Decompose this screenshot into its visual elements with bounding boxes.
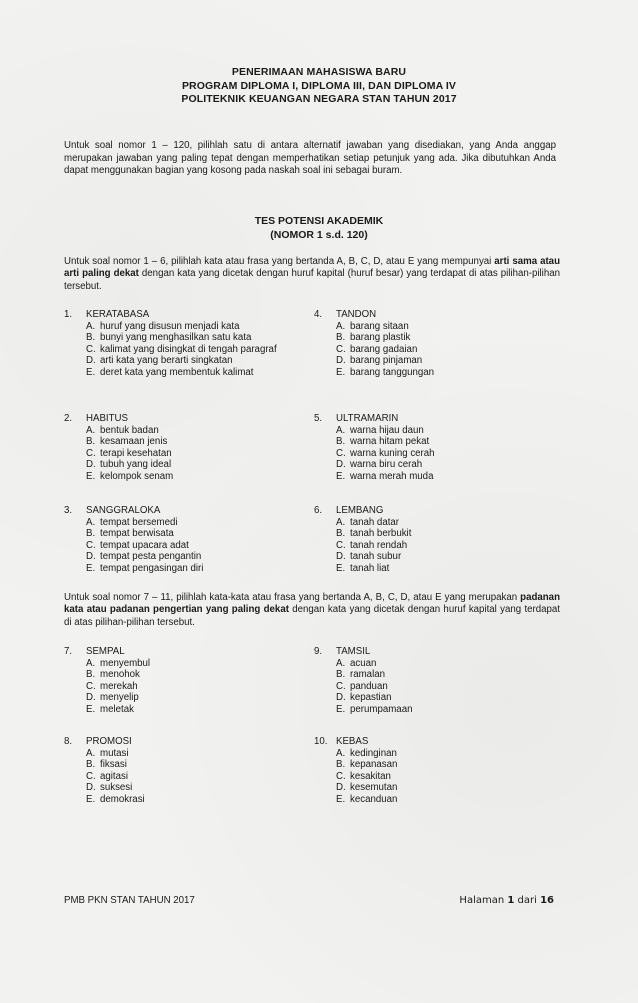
option-item (86, 551, 284, 563)
option-text: deret kata yang membentuk kalimat (100, 366, 254, 378)
section-title-line-2: (NOMOR 1 s.d. 120) (270, 228, 368, 241)
option-text: arti kata yang berarti singkatan (100, 355, 233, 367)
question-9 (314, 646, 514, 716)
page-number (459, 895, 554, 906)
option-item (86, 425, 284, 437)
option-text: bunyi yang menghasilkan satu kata (100, 332, 252, 344)
document-header (0, 66, 638, 107)
option-item (86, 459, 284, 471)
option-item (336, 794, 514, 806)
option-item (86, 681, 284, 693)
question-2 (64, 413, 284, 483)
option-letter: A. (86, 657, 96, 669)
footer-left: PMB PKN STAN TAHUN 2017 (64, 895, 195, 906)
option-text: barang sitaan (350, 320, 409, 332)
question-head (64, 736, 284, 748)
option-letter: D. (336, 459, 346, 471)
option-text: bentuk badan (100, 424, 159, 436)
option-letter: B. (336, 436, 346, 448)
question-word: ULTRAMARIN (336, 413, 399, 424)
option-letter: C. (86, 770, 96, 782)
option-text: menohok (100, 669, 140, 681)
option-item (86, 540, 284, 552)
question-number: 5. (314, 413, 323, 424)
option-list (336, 425, 514, 483)
instruction-2-text: Untuk soal nomor 7 – 11, pilihlah kata-kata atau frasa yang bertanda A, B, C, D, atau E yang merupakan (64, 592, 521, 603)
section-title-line-1: TES POTENSI AKADEMIK (254, 215, 384, 227)
option-letter: E. (86, 793, 96, 805)
option-text: tempat upacara adat (100, 539, 189, 551)
question-number: 3. (64, 505, 73, 516)
option-text: perumpamaan (350, 703, 413, 715)
option-item (86, 692, 284, 704)
question-head (314, 646, 514, 658)
option-text: barang tanggungan (350, 366, 435, 378)
option-letter: D. (336, 355, 346, 367)
option-item (336, 517, 514, 529)
header-line-1: PENERIMAAN MAHASISWA BARU (231, 66, 407, 78)
instruction-1-bold: arti sama atau arti paling dekat (64, 256, 560, 280)
option-list (336, 658, 514, 716)
option-letter: B. (336, 528, 346, 540)
question-number: 7. (64, 646, 73, 657)
option-list (86, 425, 284, 483)
question-head (64, 505, 284, 517)
option-letter: D. (336, 782, 346, 794)
option-text: kepastian (350, 692, 392, 704)
option-letter: D. (86, 692, 96, 704)
option-letter: C. (86, 447, 96, 459)
page-number-of: dari (514, 895, 541, 906)
option-text: mutasi (100, 747, 129, 759)
option-item (336, 704, 514, 716)
question-number: 1. (64, 309, 73, 320)
option-letter: B. (336, 332, 346, 344)
question-head (314, 413, 514, 425)
question-head (64, 309, 284, 321)
question-7 (64, 646, 284, 716)
question-3 (64, 505, 284, 575)
option-item (336, 681, 514, 693)
option-item (336, 471, 514, 483)
option-text: warna merah muda (350, 470, 434, 482)
instruction-1-text: Untuk soal nomor 1 – 6, pilihlah kata atau frasa yang bertanda A, B, C, D, atau E yang mempunyai (64, 256, 495, 267)
option-letter: A. (336, 657, 346, 669)
option-text: warna hijau daun (350, 424, 424, 436)
page-number-label: Halaman (459, 895, 508, 906)
option-text: kecanduan (350, 793, 398, 805)
option-text: kesemutan (350, 782, 398, 794)
page-number-total: 16 (540, 895, 554, 906)
option-item (336, 425, 514, 437)
option-item (336, 367, 514, 379)
option-item (86, 448, 284, 460)
option-letter: D. (86, 459, 96, 471)
option-item (336, 540, 514, 552)
page-number-current: 1 (507, 895, 515, 906)
question-number: 4. (314, 309, 323, 320)
option-item (336, 759, 514, 771)
option-item (336, 321, 514, 333)
question-10 (314, 736, 514, 806)
option-text: panduan (350, 680, 388, 692)
option-letter: B. (86, 759, 96, 771)
option-list (336, 748, 514, 806)
option-item (86, 658, 284, 670)
option-letter: A. (86, 516, 96, 528)
option-item (336, 692, 514, 704)
option-text: kalimat yang disingkat di tengah paragraf (100, 343, 277, 355)
option-letter: E. (86, 562, 96, 574)
option-text: huruf yang disusun menjadi kata (100, 320, 240, 332)
option-item (336, 436, 514, 448)
question-head (64, 646, 284, 658)
question-word: LEMBANG (336, 505, 384, 516)
option-letter: C. (336, 770, 346, 782)
question-1 (64, 309, 284, 379)
question-word: KEBAS (336, 736, 369, 747)
option-text: tanah rendah (350, 539, 408, 551)
option-item (86, 436, 284, 448)
option-letter: C. (86, 539, 96, 551)
option-text: ramalan (350, 669, 385, 681)
section-title (0, 215, 638, 242)
question-word: SANGGRALOKA (86, 505, 161, 516)
question-number: 2. (64, 413, 73, 424)
option-item (86, 748, 284, 760)
option-letter: D. (336, 692, 346, 704)
option-item (336, 459, 514, 471)
option-letter: C. (336, 343, 346, 355)
instruction-1-text-end: dengan kata yang dicetak dengan huruf kapital (huruf besar) yang terdapat di atas pilihan-pilihan tersebut. (64, 268, 560, 292)
option-letter: C. (336, 680, 346, 692)
option-letter: C. (86, 680, 96, 692)
question-word: PROMOSI (86, 736, 132, 747)
option-text: warna hitam pekat (350, 436, 430, 448)
option-item (86, 704, 284, 716)
option-list (86, 517, 284, 575)
option-text: kelompok senam (100, 470, 174, 482)
option-letter: B. (86, 528, 96, 540)
option-letter: A. (336, 747, 346, 759)
option-text: menyelip (100, 692, 139, 704)
option-text: suksesi (100, 782, 133, 794)
question-word: SEMPAL (86, 646, 125, 657)
option-text: kesamaan jenis (100, 436, 168, 448)
option-item (86, 321, 284, 333)
option-text: merekah (100, 680, 138, 692)
option-text: tempat berwisata (100, 528, 174, 540)
option-letter: E. (336, 793, 346, 805)
option-item (86, 528, 284, 540)
option-letter: A. (336, 424, 346, 436)
option-item (86, 344, 284, 356)
question-word: KERATABASA (86, 309, 150, 320)
header-line-3: POLITEKNIK KEUANGAN NEGARA STAN TAHUN 2017 (181, 93, 457, 105)
option-item (86, 759, 284, 771)
option-letter: E. (86, 703, 96, 715)
question-5 (314, 413, 514, 483)
option-text: tempat bersemedi (100, 516, 178, 528)
question-head (64, 413, 284, 425)
option-letter: A. (86, 747, 96, 759)
instruction-2-bold: padanan kata atau padanan pengertian yang paling dekat (64, 592, 560, 616)
option-item (336, 669, 514, 681)
option-text: barang gadaian (350, 343, 418, 355)
option-text: meletak (100, 703, 134, 715)
option-item (336, 782, 514, 794)
option-letter: A. (336, 320, 346, 332)
option-item (86, 367, 284, 379)
option-item (336, 563, 514, 575)
option-text: tanah datar (350, 516, 400, 528)
option-text: kesakitan (350, 770, 391, 782)
option-text: tubuh yang ideal (100, 459, 172, 471)
option-text: demokrasi (100, 793, 145, 805)
instruction-2-text-end: dengan kata yang dicetak dengan huruf kapital yang terdapat di atas pilihan-pilihan tersebut. (64, 604, 560, 628)
option-text: tanah liat (350, 562, 390, 574)
option-item (336, 344, 514, 356)
option-letter: B. (86, 332, 96, 344)
option-item (86, 471, 284, 483)
option-item (336, 748, 514, 760)
option-item (86, 355, 284, 367)
option-letter: E. (86, 470, 96, 482)
question-number: 9. (314, 646, 323, 657)
option-text: terapi kesehatan (100, 447, 172, 459)
header-line-2: PROGRAM DIPLOMA I, DIPLOMA III, DAN DIPLOMA IV (181, 79, 457, 92)
option-letter: D. (86, 355, 96, 367)
option-text: kepanasan (350, 759, 398, 771)
option-text: agitasi (100, 770, 129, 782)
option-item (336, 551, 514, 563)
option-item (86, 782, 284, 794)
question-4 (314, 309, 514, 379)
option-letter: B. (86, 669, 96, 681)
option-letter: C. (336, 447, 346, 459)
option-text: barang plastik (350, 332, 411, 344)
question-head (314, 309, 514, 321)
option-text: tempat pengasingan diri (100, 562, 204, 574)
question-8 (64, 736, 284, 806)
option-list (86, 748, 284, 806)
question-6 (314, 505, 514, 575)
intro-paragraph: Untuk soal nomor 1 – 120, pilihlah satu di antara alternatif jawaban yang disediakan, yang Anda anggap merupakan jawaban yang paling tepat dengan memperhatikan setiap petunjuk yang ada. Jika dibutuhkan Anda dapat menggunakan bagian yang kosong pada naskah soal ini sebagai buram. (64, 140, 556, 177)
instruction-1-6 (64, 256, 560, 293)
option-letter: B. (86, 436, 96, 448)
option-item (336, 658, 514, 670)
question-word: TAMSIL (336, 646, 371, 657)
option-text: barang pinjaman (350, 355, 423, 367)
instruction-7-11 (64, 592, 560, 629)
option-item (86, 517, 284, 529)
option-letter: B. (336, 759, 346, 771)
option-item (336, 355, 514, 367)
option-list (336, 517, 514, 575)
question-number: 8. (64, 736, 73, 747)
option-item (86, 669, 284, 681)
option-text: acuan (350, 657, 377, 669)
option-letter: C. (336, 539, 346, 551)
question-word: TANDON (336, 309, 377, 320)
option-text: kedinginan (350, 747, 397, 759)
option-letter: A. (86, 424, 96, 436)
question-head (314, 736, 514, 748)
option-text: warna kuning cerah (350, 447, 435, 459)
question-number: 6. (314, 505, 323, 516)
option-list (86, 321, 284, 379)
option-item (336, 771, 514, 783)
option-item (336, 448, 514, 460)
option-text: fiksasi (100, 759, 127, 771)
option-letter: E. (336, 703, 346, 715)
option-letter: D. (86, 782, 96, 794)
option-item (86, 332, 284, 344)
option-item (86, 563, 284, 575)
question-number: 10. (314, 736, 328, 747)
option-list (336, 321, 514, 379)
option-item (336, 332, 514, 344)
option-item (86, 771, 284, 783)
option-text: menyembul (100, 657, 151, 669)
option-item (86, 794, 284, 806)
option-letter: D. (336, 551, 346, 563)
option-text: tempat pesta pengantin (100, 551, 202, 563)
option-letter: C. (86, 343, 96, 355)
option-letter: E. (86, 366, 96, 378)
option-letter: E. (336, 366, 346, 378)
option-letter: E. (336, 470, 346, 482)
option-letter: E. (336, 562, 346, 574)
option-text: tanah subur (350, 551, 402, 563)
option-list (86, 658, 284, 716)
question-word: HABITUS (86, 413, 128, 424)
option-letter: D. (86, 551, 96, 563)
option-text: tanah berbukit (350, 528, 412, 540)
option-letter: B. (336, 669, 346, 681)
question-head (314, 505, 514, 517)
option-letter: A. (86, 320, 96, 332)
option-text: warna biru cerah (350, 459, 423, 471)
option-letter: A. (336, 516, 346, 528)
option-item (336, 528, 514, 540)
